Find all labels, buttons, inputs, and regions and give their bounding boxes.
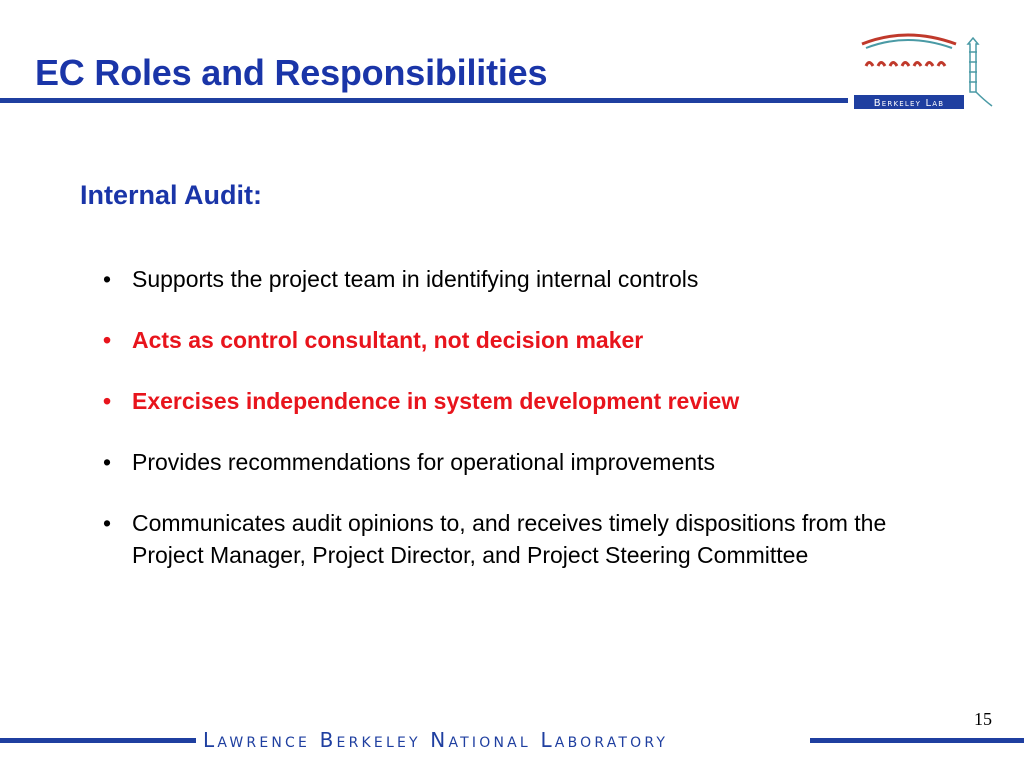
title-rule bbox=[0, 98, 848, 103]
bullet-glyph: • bbox=[103, 449, 112, 475]
bullet-glyph: • bbox=[103, 327, 112, 353]
bullet-text: Exercises independence in system development review bbox=[132, 388, 740, 414]
bullet-item bbox=[103, 385, 923, 417]
bullet-glyph: • bbox=[103, 388, 112, 414]
bullet-text: Provides recommendations for operational improvements bbox=[132, 449, 715, 475]
page-number: 15 bbox=[974, 709, 992, 729]
bullet-item bbox=[103, 263, 923, 295]
slide-title: EC Roles and Responsibilities bbox=[35, 52, 548, 93]
bullet-item bbox=[103, 324, 923, 356]
logo-text: Berkeley Lab bbox=[873, 98, 945, 109]
bullet-text: Acts as control consultant, not decision maker bbox=[132, 327, 644, 353]
berkeley-lab-logo-icon bbox=[852, 22, 994, 112]
bullet-text: Communicates audit opinions to, and receives timely dispositions from the Project Manager, Project Director, and Project Steering Committee bbox=[132, 510, 887, 568]
bullet-item bbox=[103, 446, 923, 478]
bullet-text: Supports the project team in identifying internal controls bbox=[132, 266, 699, 292]
bullet-glyph: • bbox=[103, 510, 112, 536]
section-heading: Internal Audit: bbox=[80, 180, 262, 210]
bullet-glyph: • bbox=[103, 266, 112, 292]
bullet-list bbox=[103, 263, 923, 600]
footer-rule-right bbox=[810, 738, 1024, 743]
footer-text: Lawrence Berkeley National Laboratory bbox=[203, 728, 669, 752]
footer-rule-left bbox=[0, 738, 196, 743]
bullet-item bbox=[103, 507, 923, 571]
